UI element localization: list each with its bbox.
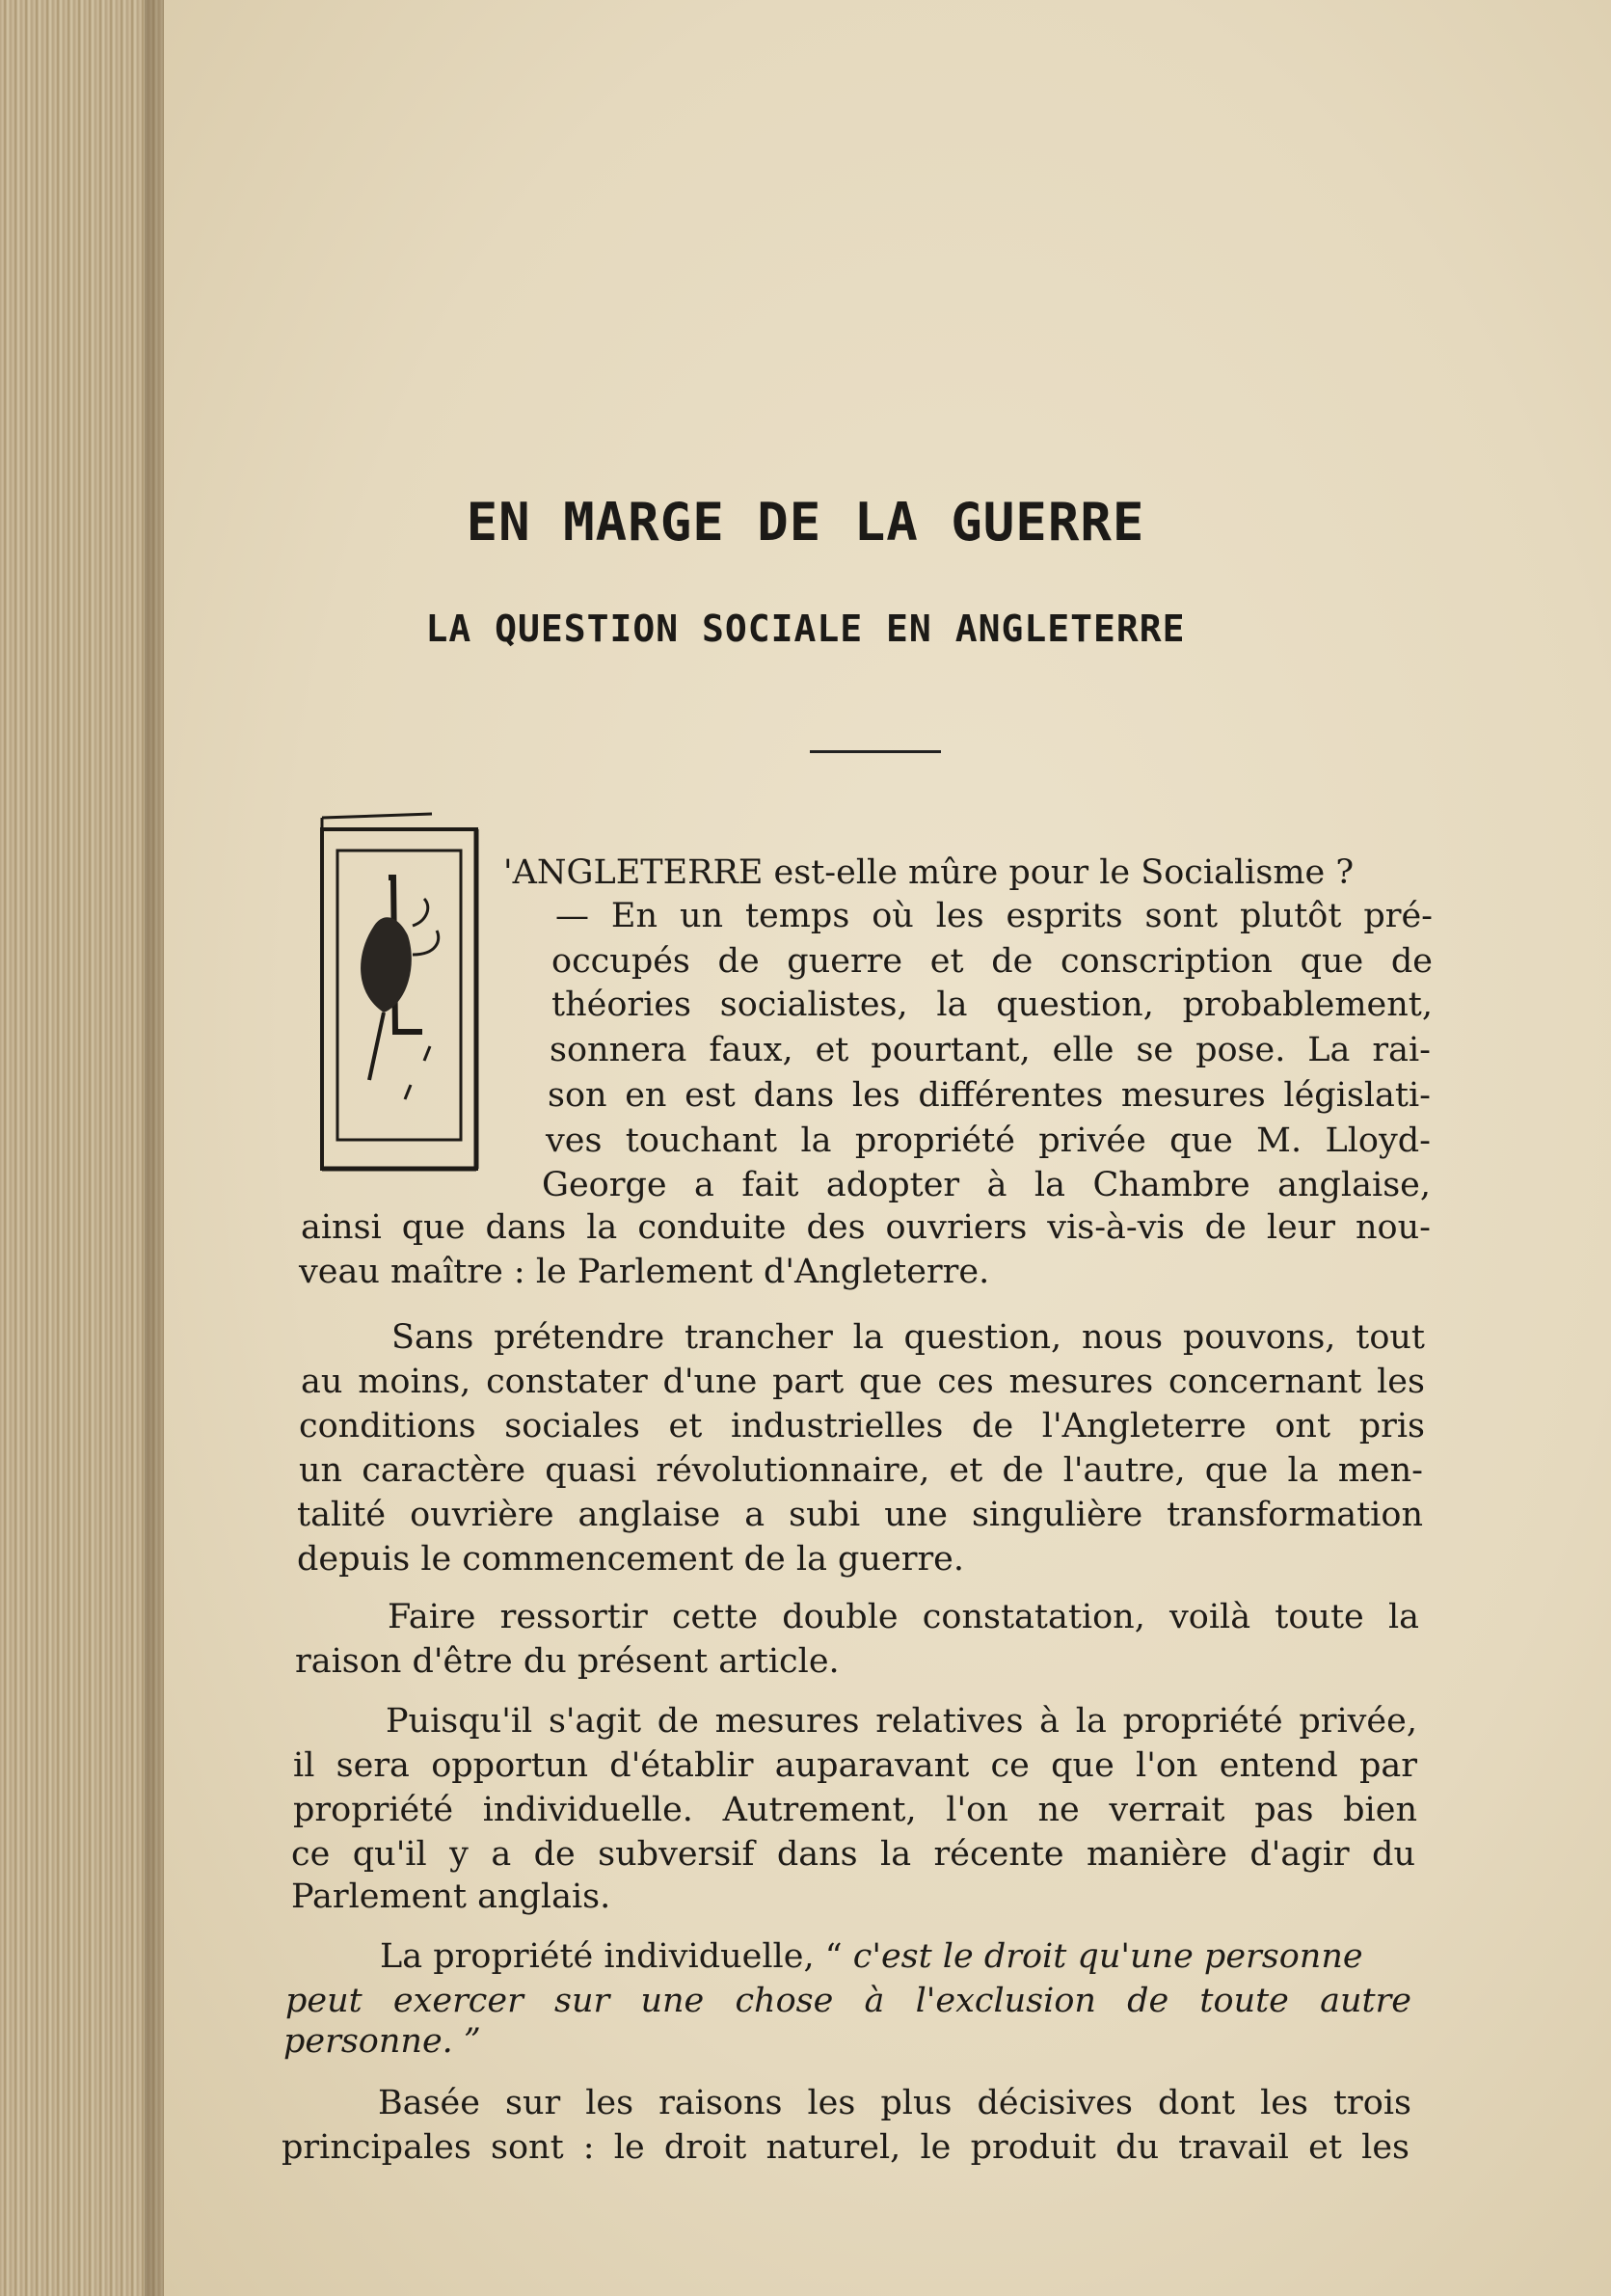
text-line: ce qu'il y a de subversif dans la récente manière d'agir du: [291, 1835, 1415, 1874]
quote-intro: La propriété individuelle, “: [380, 1937, 853, 1976]
text-line: conditions sociales et industrielles de l'Angleterre ont pris: [299, 1407, 1425, 1445]
text-line: 'ANGLETERRE est-elle mûre pour le Socialisme ?: [503, 853, 1355, 892]
text-line: théories socialistes, la question, probablement,: [551, 986, 1433, 1024]
text-line: Faire ressortir cette double constatation, voilà toute la: [388, 1598, 1419, 1636]
text-line: raison d'être du présent article.: [295, 1642, 840, 1681]
book-page-edge: [0, 0, 164, 2296]
text-line: un caractère quasi révolutionnaire, et de l'autre, que la men-: [299, 1451, 1423, 1490]
text-line: [380, 1937, 1363, 1976]
text-line: occupés de guerre et de conscription que de: [551, 942, 1433, 981]
text-line: au moins, constater d'une part que ces mesures concernant les: [301, 1363, 1425, 1401]
text-line: sonnera faux, et pourtant, elle se pose. La rai-: [550, 1031, 1431, 1069]
text-line: Sans prétendre trancher la question, nous pouvons, tout: [391, 1318, 1425, 1357]
text-line: George a fait adopter à la Chambre anglaise,: [542, 1166, 1431, 1204]
text-line: il sera opportun d'établir auparavant ce que l'on entend par: [293, 1746, 1417, 1785]
text-line: son en est dans les différentes mesures législati-: [548, 1076, 1431, 1115]
text-line: Parlement anglais.: [291, 1877, 611, 1916]
text-line: peut exercer sur une chose à l'exclusion de toute autre: [285, 1982, 1411, 2020]
text-line: talité ouvrière anglaise a subi une singulière transformation: [297, 1496, 1423, 1534]
text-line: Puisqu'il s'agit de mesures relatives à la propriété privée,: [386, 1702, 1417, 1741]
text-line: ves touchant la propriété privée que M. Lloyd-: [546, 1121, 1431, 1160]
text-line: propriété individuelle. Autrement, l'on ne verrait pas bien: [293, 1791, 1417, 1829]
article-title: EN MARGE DE LA GUERRE: [466, 492, 1145, 553]
text-line: — En un temps où les esprits sont plutôt pré-: [555, 897, 1433, 935]
text-line: veau maître : le Parlement d'Angleterre.: [299, 1253, 990, 1291]
text-line: Basée sur les raisons les plus décisives dont les trois: [378, 2084, 1411, 2122]
article-subtitle: LA QUESTION SOCIALE EN ANGLETERRE: [425, 608, 1186, 650]
title-divider: [810, 750, 941, 753]
quote-italic: c'est le droit qu'une personne: [852, 1937, 1363, 1976]
text-line: personne. ”: [283, 2022, 481, 2061]
dropcap-ornament: [316, 810, 490, 1178]
text-line: principales sont : le droit naturel, le produit du travail et les: [282, 2128, 1410, 2167]
text-line: depuis le commencement de la guerre.: [297, 1540, 965, 1579]
text-line: ainsi que dans la conduite des ouvriers vis-à-vis de leur nou-: [301, 1208, 1431, 1247]
